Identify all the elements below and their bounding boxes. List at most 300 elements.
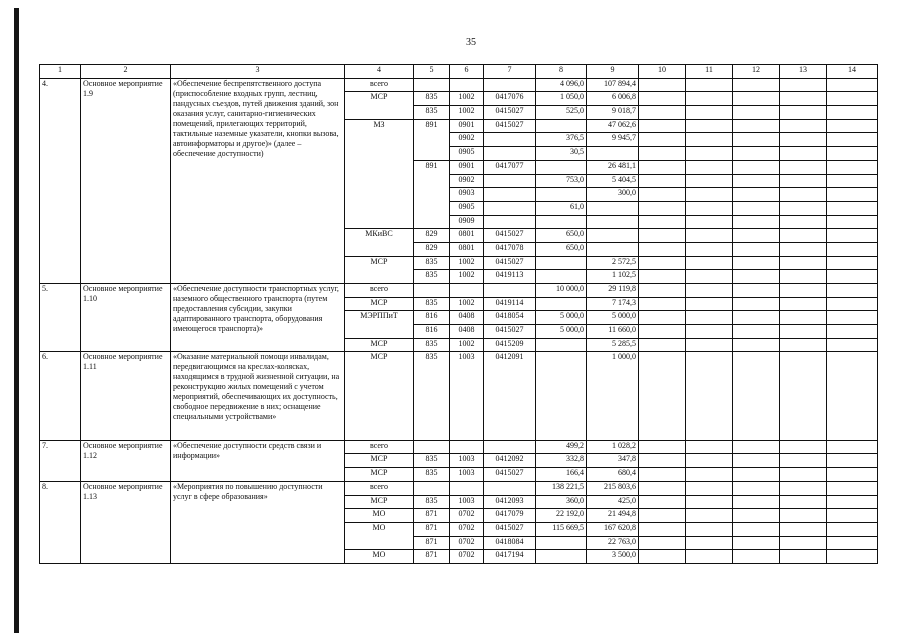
empty-cell <box>639 188 686 202</box>
table-row <box>40 78 878 92</box>
section-cell: 0702 <box>450 522 484 536</box>
empty-cell <box>827 160 878 174</box>
section-cell: 1003 <box>450 468 484 482</box>
empty-cell <box>780 229 827 243</box>
code-cell <box>414 284 450 298</box>
header-cell-9: 9 <box>587 65 639 79</box>
empty-cell <box>686 338 733 352</box>
amount-cell: 21 494,8 <box>587 509 639 523</box>
section-cell <box>450 481 484 495</box>
empty-cell <box>639 78 686 92</box>
amount-cell: 166,4 <box>536 468 587 482</box>
empty-cell <box>780 188 827 202</box>
section-cell: 0801 <box>450 242 484 256</box>
empty-cell <box>780 536 827 550</box>
empty-cell <box>827 284 878 298</box>
amount-cell: 22 192,0 <box>536 509 587 523</box>
code-cell: 829 <box>414 229 450 243</box>
empty-cell <box>639 509 686 523</box>
amount-cell <box>587 147 639 161</box>
amount-cell: 525,0 <box>536 106 587 120</box>
empty-cell <box>733 297 780 311</box>
empty-cell <box>686 495 733 509</box>
amount-cell: 9 018,7 <box>587 106 639 120</box>
header-cell-13: 13 <box>780 65 827 79</box>
code-cell: 871 <box>414 550 450 564</box>
amount-cell <box>587 229 639 243</box>
empty-cell <box>733 147 780 161</box>
code-cell: 835 <box>414 468 450 482</box>
code-cell: 835 <box>414 352 450 440</box>
org-cell: МКиВС <box>345 229 414 256</box>
empty-cell <box>827 215 878 229</box>
header-cell-5: 5 <box>414 65 450 79</box>
amount-cell <box>587 242 639 256</box>
section-cell: 0702 <box>450 550 484 564</box>
empty-cell <box>686 440 733 454</box>
section-cell: 0902 <box>450 133 484 147</box>
org-cell: МЭРППиТ <box>345 311 414 338</box>
empty-cell <box>686 229 733 243</box>
empty-cell <box>780 215 827 229</box>
empty-cell <box>780 119 827 133</box>
amount-cell: 1 000,0 <box>587 352 639 440</box>
empty-cell <box>827 495 878 509</box>
empty-cell <box>827 147 878 161</box>
amount-cell: 2 572,5 <box>587 256 639 270</box>
empty-cell <box>733 454 780 468</box>
empty-cell <box>639 106 686 120</box>
empty-cell <box>827 468 878 482</box>
code-cell: 891 <box>414 160 450 228</box>
org-cell: МСР <box>345 495 414 509</box>
empty-cell <box>780 256 827 270</box>
article-cell <box>484 133 536 147</box>
empty-cell <box>733 509 780 523</box>
article-cell: 0412092 <box>484 454 536 468</box>
empty-cell <box>733 284 780 298</box>
empty-cell <box>639 215 686 229</box>
article-cell: 0415027 <box>484 256 536 270</box>
amount-cell: 29 119,8 <box>587 284 639 298</box>
amount-cell <box>536 270 587 284</box>
empty-cell <box>639 311 686 325</box>
amount-cell: 5 000,0 <box>587 311 639 325</box>
section-cell: 0801 <box>450 229 484 243</box>
section-cell: 0408 <box>450 311 484 325</box>
article-cell <box>484 188 536 202</box>
table-row <box>40 481 878 495</box>
code-cell: 835 <box>414 297 450 311</box>
code-cell: 835 <box>414 106 450 120</box>
empty-cell <box>686 78 733 92</box>
amount-cell <box>536 352 587 440</box>
header-cell-12: 12 <box>733 65 780 79</box>
empty-cell <box>733 92 780 106</box>
empty-cell <box>733 440 780 454</box>
code-cell: 835 <box>414 256 450 270</box>
org-cell: МЗ <box>345 119 414 229</box>
empty-cell <box>827 78 878 92</box>
section-cell: 1002 <box>450 106 484 120</box>
amount-cell <box>536 160 587 174</box>
header-cell-14: 14 <box>827 65 878 79</box>
measure-name: Основное мероприятие 1.9 <box>81 78 171 283</box>
org-cell: МСР <box>345 468 414 482</box>
org-cell: всего <box>345 284 414 298</box>
empty-cell <box>827 92 878 106</box>
measure-name: Основное мероприятие 1.10 <box>81 284 171 352</box>
section-cell: 0901 <box>450 160 484 174</box>
measure-description: «Обеспечение доступности транспортных услуг, наземного общественного транспорта (путем предоставления субсидии, закупки адаптированного транспорта, оборудования имеющегося транспорта)» <box>171 284 345 352</box>
row-number: 8. <box>40 481 81 563</box>
empty-cell <box>733 352 780 440</box>
empty-cell <box>780 311 827 325</box>
empty-cell <box>639 481 686 495</box>
amount-cell: 215 803,6 <box>587 481 639 495</box>
empty-cell <box>780 454 827 468</box>
row-number: 4. <box>40 78 81 283</box>
code-cell <box>414 78 450 92</box>
amount-cell: 6 006,8 <box>587 92 639 106</box>
measure-description: «Обеспечение доступности средств связи и информации» <box>171 440 345 481</box>
empty-cell <box>780 509 827 523</box>
empty-cell <box>686 160 733 174</box>
amount-cell <box>536 188 587 202</box>
budget-table <box>39 64 878 564</box>
amount-cell: 4 096,0 <box>536 78 587 92</box>
empty-cell <box>827 242 878 256</box>
empty-cell <box>827 522 878 536</box>
empty-cell <box>733 174 780 188</box>
empty-cell <box>733 550 780 564</box>
empty-cell <box>686 133 733 147</box>
amount-cell: 650,0 <box>536 242 587 256</box>
section-cell: 1002 <box>450 338 484 352</box>
amount-cell: 7 174,3 <box>587 297 639 311</box>
empty-cell <box>780 242 827 256</box>
empty-cell <box>686 188 733 202</box>
empty-cell <box>639 119 686 133</box>
empty-cell <box>733 338 780 352</box>
binding-edge <box>14 8 19 633</box>
empty-cell <box>733 536 780 550</box>
empty-cell <box>639 160 686 174</box>
empty-cell <box>686 270 733 284</box>
amount-cell <box>536 215 587 229</box>
amount-cell: 680,4 <box>587 468 639 482</box>
empty-cell <box>639 133 686 147</box>
empty-cell <box>733 119 780 133</box>
amount-cell: 138 221,5 <box>536 481 587 495</box>
empty-cell <box>827 229 878 243</box>
header-cell-1: 1 <box>40 65 81 79</box>
amount-cell <box>587 215 639 229</box>
header-cell-3: 3 <box>171 65 345 79</box>
empty-cell <box>686 522 733 536</box>
empty-cell <box>686 215 733 229</box>
section-cell <box>450 78 484 92</box>
amount-cell: 360,0 <box>536 495 587 509</box>
empty-cell <box>780 92 827 106</box>
empty-cell <box>733 522 780 536</box>
amount-cell: 753,0 <box>536 174 587 188</box>
empty-cell <box>733 229 780 243</box>
code-cell: 871 <box>414 536 450 550</box>
amount-cell: 10 000,0 <box>536 284 587 298</box>
code-cell: 835 <box>414 454 450 468</box>
amount-cell: 107 894,4 <box>587 78 639 92</box>
empty-cell <box>639 522 686 536</box>
header-cell-11: 11 <box>686 65 733 79</box>
amount-cell: 425,0 <box>587 495 639 509</box>
section-cell: 0909 <box>450 215 484 229</box>
article-cell: 0417194 <box>484 550 536 564</box>
empty-cell <box>639 468 686 482</box>
empty-cell <box>827 270 878 284</box>
empty-cell <box>686 297 733 311</box>
amount-cell: 11 660,0 <box>587 325 639 339</box>
amount-cell: 499,2 <box>536 440 587 454</box>
empty-cell <box>733 78 780 92</box>
measure-description: «Оказание материальной помощи инвалидам, передвигающимся на креслах-колясках, находящимся в трудной жизненной ситуации, на реконструкцию жилых помещений с учетом мероприятий, обеспечивающих их доступность, свободное передвижение в них; оснащение специальными устройствами» <box>171 352 345 440</box>
page-number: 35 <box>466 37 476 48</box>
table-row <box>40 284 878 298</box>
amount-cell: 9 945,7 <box>587 133 639 147</box>
org-cell: МСР <box>345 297 414 311</box>
code-cell: 816 <box>414 325 450 339</box>
code-cell: 829 <box>414 242 450 256</box>
section-cell: 1003 <box>450 495 484 509</box>
empty-cell <box>686 119 733 133</box>
empty-cell <box>639 338 686 352</box>
empty-cell <box>780 160 827 174</box>
empty-cell <box>827 440 878 454</box>
measure-description: «Обеспечение беспрепятственного доступа (приспособление входных групп, лестниц, пандусных съездов, путей движения зданий, зон оказания услуг, санитарно-гигиенических помещений, прилегающих территорий, тактильные наземные указатели, кнопки вызова, автоинформаторы и другое)» (далее – обеспечение доступности) <box>171 78 345 283</box>
empty-cell <box>733 481 780 495</box>
article-cell: 0418054 <box>484 311 536 325</box>
article-cell: 0417079 <box>484 509 536 523</box>
measure-name: Основное мероприятие 1.13 <box>81 481 171 563</box>
code-cell: 871 <box>414 509 450 523</box>
amount-cell: 650,0 <box>536 229 587 243</box>
header-cell-6: 6 <box>450 65 484 79</box>
empty-cell <box>827 106 878 120</box>
empty-cell <box>686 454 733 468</box>
amount-cell: 347,8 <box>587 454 639 468</box>
empty-cell <box>780 201 827 215</box>
code-cell: 835 <box>414 92 450 106</box>
empty-cell <box>780 352 827 440</box>
article-cell: 0415209 <box>484 338 536 352</box>
empty-cell <box>780 495 827 509</box>
section-cell <box>450 440 484 454</box>
empty-cell <box>686 550 733 564</box>
article-cell: 0415027 <box>484 468 536 482</box>
empty-cell <box>827 119 878 133</box>
amount-cell: 300,0 <box>587 188 639 202</box>
amount-cell: 61,0 <box>536 201 587 215</box>
empty-cell <box>686 468 733 482</box>
amount-cell: 167 620,8 <box>587 522 639 536</box>
header-cell-8: 8 <box>536 65 587 79</box>
empty-cell <box>686 352 733 440</box>
section-cell: 0702 <box>450 509 484 523</box>
article-cell <box>484 215 536 229</box>
section-cell: 1003 <box>450 352 484 440</box>
amount-cell <box>587 201 639 215</box>
empty-cell <box>827 509 878 523</box>
amount-cell: 1 028,2 <box>587 440 639 454</box>
amount-cell: 26 481,1 <box>587 160 639 174</box>
amount-cell: 5 000,0 <box>536 325 587 339</box>
empty-cell <box>827 454 878 468</box>
empty-cell <box>827 174 878 188</box>
amount-cell: 115 669,5 <box>536 522 587 536</box>
empty-cell <box>686 106 733 120</box>
section-cell: 1002 <box>450 256 484 270</box>
section-cell <box>450 284 484 298</box>
empty-cell <box>780 284 827 298</box>
empty-cell <box>733 201 780 215</box>
amount-cell: 1 102,5 <box>587 270 639 284</box>
empty-cell <box>686 536 733 550</box>
empty-cell <box>780 325 827 339</box>
empty-cell <box>686 201 733 215</box>
article-cell <box>484 147 536 161</box>
org-cell: МСР <box>345 352 414 440</box>
code-cell <box>414 440 450 454</box>
article-cell <box>484 78 536 92</box>
section-cell: 0408 <box>450 325 484 339</box>
amount-cell: 22 763,0 <box>587 536 639 550</box>
empty-cell <box>827 550 878 564</box>
empty-cell <box>780 468 827 482</box>
article-cell: 0415027 <box>484 522 536 536</box>
section-cell: 0702 <box>450 536 484 550</box>
amount-cell <box>536 536 587 550</box>
empty-cell <box>639 256 686 270</box>
empty-cell <box>639 352 686 440</box>
section-cell: 0902 <box>450 174 484 188</box>
table-row <box>40 352 878 440</box>
empty-cell <box>780 297 827 311</box>
code-cell: 835 <box>414 338 450 352</box>
empty-cell <box>733 133 780 147</box>
article-cell: 0412093 <box>484 495 536 509</box>
empty-cell <box>733 325 780 339</box>
empty-cell <box>686 325 733 339</box>
org-cell: МСР <box>345 92 414 119</box>
article-cell: 0418084 <box>484 536 536 550</box>
code-cell <box>414 481 450 495</box>
empty-cell <box>639 284 686 298</box>
org-cell: МСР <box>345 256 414 283</box>
amount-cell: 1 050,0 <box>536 92 587 106</box>
org-cell: МО <box>345 550 414 564</box>
section-cell: 1002 <box>450 92 484 106</box>
row-number: 5. <box>40 284 81 352</box>
amount-cell <box>536 550 587 564</box>
header-row <box>40 65 878 79</box>
section-cell: 0901 <box>450 119 484 133</box>
empty-cell <box>780 106 827 120</box>
article-cell: 0419113 <box>484 270 536 284</box>
code-cell: 891 <box>414 119 450 160</box>
measure-name: Основное мероприятие 1.11 <box>81 352 171 440</box>
amount-cell: 5 285,5 <box>587 338 639 352</box>
empty-cell <box>733 242 780 256</box>
empty-cell <box>780 78 827 92</box>
amount-cell: 332,8 <box>536 454 587 468</box>
empty-cell <box>639 242 686 256</box>
empty-cell <box>686 92 733 106</box>
empty-cell <box>639 92 686 106</box>
empty-cell <box>827 188 878 202</box>
empty-cell <box>780 174 827 188</box>
org-cell: всего <box>345 78 414 92</box>
article-cell: 0415027 <box>484 106 536 120</box>
amount-cell: 376,5 <box>536 133 587 147</box>
article-cell <box>484 174 536 188</box>
empty-cell <box>780 147 827 161</box>
empty-cell <box>639 201 686 215</box>
article-cell <box>484 284 536 298</box>
empty-cell <box>639 454 686 468</box>
empty-cell <box>827 311 878 325</box>
section-cell: 1002 <box>450 270 484 284</box>
empty-cell <box>780 481 827 495</box>
empty-cell <box>780 440 827 454</box>
empty-cell <box>733 311 780 325</box>
org-cell: всего <box>345 481 414 495</box>
org-cell: всего <box>345 440 414 454</box>
article-cell: 0415027 <box>484 119 536 133</box>
article-cell <box>484 440 536 454</box>
empty-cell <box>639 229 686 243</box>
empty-cell <box>827 201 878 215</box>
article-cell: 0417077 <box>484 160 536 174</box>
article-cell: 0417078 <box>484 242 536 256</box>
amount-cell <box>536 256 587 270</box>
empty-cell <box>686 174 733 188</box>
amount-cell: 30,5 <box>536 147 587 161</box>
header-cell-4: 4 <box>345 65 414 79</box>
empty-cell <box>733 468 780 482</box>
empty-cell <box>686 481 733 495</box>
section-cell: 0905 <box>450 201 484 215</box>
section-cell: 1003 <box>450 454 484 468</box>
empty-cell <box>780 338 827 352</box>
empty-cell <box>686 242 733 256</box>
amount-cell <box>536 119 587 133</box>
section-cell: 0905 <box>450 147 484 161</box>
section-cell: 0903 <box>450 188 484 202</box>
table-row <box>40 440 878 454</box>
header-cell-2: 2 <box>81 65 171 79</box>
empty-cell <box>686 284 733 298</box>
org-cell: МО <box>345 522 414 549</box>
row-number: 7. <box>40 440 81 481</box>
amount-cell: 3 500,0 <box>587 550 639 564</box>
empty-cell <box>639 536 686 550</box>
empty-cell <box>827 481 878 495</box>
code-cell: 871 <box>414 522 450 536</box>
empty-cell <box>733 160 780 174</box>
empty-cell <box>827 133 878 147</box>
empty-cell <box>733 106 780 120</box>
empty-cell <box>686 147 733 161</box>
